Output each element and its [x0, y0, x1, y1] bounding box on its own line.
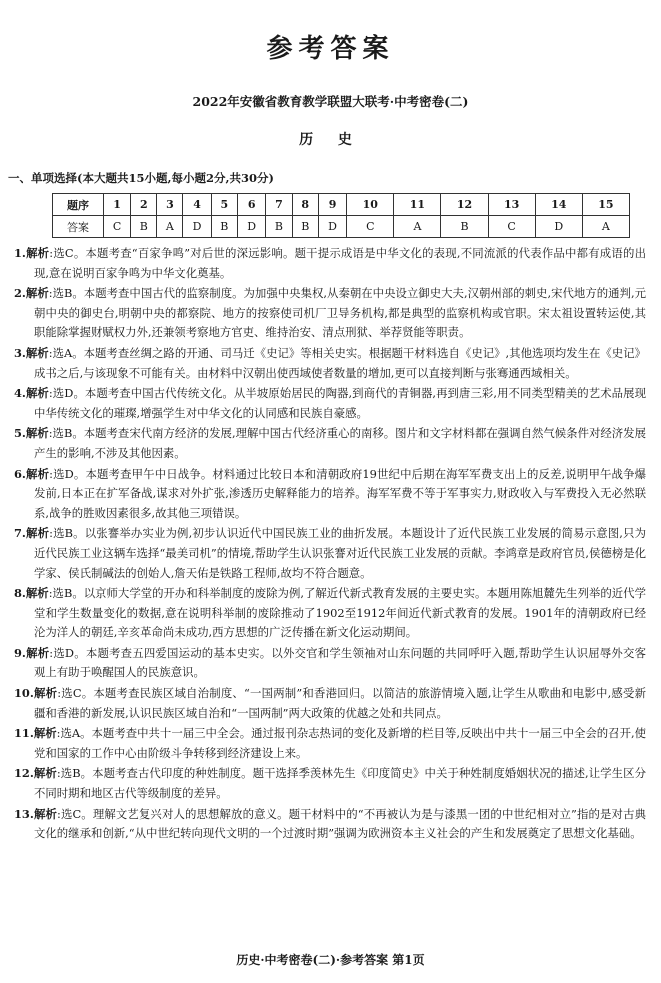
- question-number-cell: 4: [183, 194, 211, 216]
- question-number-cell: 5: [211, 194, 237, 216]
- explanation-item: [14, 644, 646, 683]
- answer-cell: B: [441, 216, 488, 238]
- section-heading: 一、单项选择(本大题共15小题,每小题2分,共30分): [8, 171, 274, 185]
- question-number-cell: 12: [441, 194, 488, 216]
- answer-table: [52, 193, 630, 238]
- explanation-item: [14, 684, 646, 723]
- item-number: 9.解析: [14, 645, 50, 660]
- question-number-cell: 6: [237, 194, 265, 216]
- answer-cell: D: [535, 216, 582, 238]
- answer-cell: C: [347, 216, 394, 238]
- item-text: :选B。以张謇举办实业为例,初步认识近代中国民族工业的曲折发展。本题设计了近代民族工业发展的简易示意图,只为近代民族工业这辆车选择“最美司机”的情境,帮助学生认识张謇对近代民族工业发展的贡献。李鸿章是政府官员,侯德榜是化学家、侯氏制碱法的创始人,詹天佑是铁路工程师,故均不符合题意。: [34, 526, 646, 580]
- question-number-cell: 1: [104, 194, 131, 216]
- explanation-item: [14, 244, 646, 283]
- question-number-cell: 11: [394, 194, 441, 216]
- explanation-list: [14, 244, 646, 845]
- question-number-cell: 7: [266, 194, 292, 216]
- item-text: :选D。本题考查甲午中日战争。材料通过比较日本和清朝政府19世纪中后期在海军军费支出上的反差,说明甲午战争爆发前,日本正在扩军备战,谋求对外扩张,渗透历史解释能力的培养。海军军费不等于军事实力,财政收入与军费投入无必然联系,战争的胜败因素很多,故其他三项错误。: [34, 466, 646, 520]
- answer-cell: B: [292, 216, 318, 238]
- explanation-item: [14, 384, 646, 423]
- row-header-number: 题序: [53, 194, 104, 216]
- explanation-item: [14, 524, 646, 583]
- item-text: :选A。本题考查中共十一届三中全会。通过报刊杂志热词的变化及新增的栏目等,反映出中共十一届三中全会的召开,使党和国家的工作中心由阶级斗争转移到经济建设上来。: [34, 726, 646, 760]
- page-title: 参考答案: [266, 34, 395, 64]
- item-text: :选B。以京师大学堂的开办和科举制度的废除为例,了解近代新式教育发展的主要史实。本题用陈旭麓先生列举的近代学堂和学生数量变化的数据,意在说明科举制的废除推动了1902至1912年间近代新式教育的发展。1901年的清朝政府已经沦为洋人的朝廷,辛亥革命尚未成功,西方思想的广泛传播在新文化运动期间。: [34, 586, 646, 640]
- item-text: :选D。本题考查五四爱国运动的基本史实。以外交官和学生领袖对山东问题的共同呼吁入题,帮助学生认识屈辱外交客观上有助于唤醒国人的民族意识。: [34, 645, 646, 680]
- item-number: 11.解析: [14, 726, 57, 741]
- explanation-item: [14, 344, 646, 383]
- explanation-item: [14, 424, 646, 463]
- answer-cell: B: [211, 216, 237, 238]
- item-number: 1.解析: [14, 246, 50, 260]
- explanation-item: [14, 764, 646, 803]
- question-number-cell: 8: [292, 194, 318, 216]
- question-number-cell: 13: [488, 194, 535, 216]
- item-number: 12.解析: [14, 766, 57, 781]
- item-number: 7.解析: [14, 526, 50, 541]
- item-text: :选B。本题考查宋代南方经济的发展,理解中国古代经济重心的南移。图片和文字材料都在强调自然气候条件对经济发展产生的影响,不涉及其他因素。: [34, 426, 646, 460]
- question-number-cell: 2: [131, 194, 157, 216]
- item-text: :选D。本题考查中国古代传统文化。从半坡原始居民的陶器,到商代的青铜器,再到唐三彩,用不同类型精美的艺术品展现中华传统文化的璀璨,增强学生对中华文化的认同感和民族自豪感。: [34, 386, 646, 420]
- answer-row: [53, 216, 630, 238]
- subject-title: 历 史: [299, 132, 362, 148]
- answer-cell: A: [157, 216, 183, 238]
- explanation-item: [14, 465, 646, 524]
- question-number-cell: 9: [318, 194, 346, 216]
- answer-cell: B: [131, 216, 157, 238]
- item-text: :选C。本题考查民族区域自治制度、“一国两制”和香港回归。以简洁的旅游情境入题,让学生从歌曲和电影中,感受新疆和香港的新发展,认识民族区域自治和“一国两制”两大政策的优越之处和共同点。: [34, 686, 646, 720]
- item-number: 3.解析: [14, 345, 49, 360]
- item-text: :选B。本题考查古代印度的种姓制度。题干选择季羡林先生《印度简史》中关于种姓制度婚姻状况的描述,让学生区分不同时期和地区古代等级制度的差异。: [34, 766, 646, 801]
- answer-cell: C: [488, 216, 535, 238]
- answer-cell: B: [266, 216, 292, 238]
- question-number-cell: 10: [347, 194, 394, 216]
- number-row: [53, 194, 630, 216]
- explanation-item: [14, 724, 646, 763]
- question-number-cell: 3: [157, 194, 183, 216]
- explanation-item: [14, 584, 646, 643]
- item-number: 6.解析: [14, 466, 50, 481]
- answer-cell: A: [582, 216, 629, 238]
- question-number-cell: 15: [582, 194, 629, 216]
- explanation-item: [14, 284, 646, 343]
- item-number: 4.解析: [14, 386, 49, 401]
- exam-title: 2022年安徽省教育教学联盟大联考·中考密卷(二): [192, 94, 469, 109]
- item-text: :选C。理解文艺复兴对人的思想解放的意义。题干材料中的“不再被认为是与漆黑一团的中世纪相对立”指的是对古典文化的继承和创新,“从中世纪转向现代文明的一个过渡时期”强调为欧洲资本主义社会的产生和发展奠定了思想文化基础。: [34, 806, 646, 841]
- answer-cell: A: [394, 216, 441, 238]
- item-text: :选C。本题考查“百家争鸣”对后世的深远影响。题干提示成语是中华文化的表现,不同流派的代表作品中都有成语的出现,意在说明百家争鸣为中华文化奠基。: [34, 246, 646, 280]
- question-number-cell: 14: [535, 194, 582, 216]
- item-number: 13.解析: [14, 806, 57, 821]
- item-text: :选B。本题考查中国古代的监察制度。为加强中央集权,从秦朝在中央设立御史大夫,汉朝州部的刺史,宋代地方的通判,元朝中央的御史台,明朝中央的都察院、地方的按察使司机厂卫导务机构,都是典型的监察机构或官职。宋太祖设置转运使,其职能除掌握财赋权力外,还兼领考察地方官吏、维持治安、清点刑狱、举荐贤能等职责。: [34, 286, 646, 340]
- explanation-item: [14, 805, 646, 844]
- page-footer: 历史·中考密卷(二)·参考答案 第1页: [236, 953, 425, 967]
- item-number: 10.解析: [14, 686, 58, 701]
- answer-cell: D: [318, 216, 346, 238]
- answer-cell: C: [104, 216, 131, 238]
- item-number: 2.解析: [14, 286, 49, 301]
- item-text: :选A。本题考查丝绸之路的开通、司马迁《史记》等相关史实。根据题干材料选自《史记》,其他选项均发生在《史记》成书之后,与该现象不可能有关。由材料中汉朝出使西域使者数量的增加,更可以直接判断与张骞通西域相关。: [34, 345, 646, 380]
- answer-cell: D: [237, 216, 265, 238]
- item-number: 8.解析: [14, 586, 49, 601]
- answer-cell: D: [183, 216, 211, 238]
- row-header-answer: 答案: [53, 216, 104, 238]
- item-number: 5.解析: [14, 426, 49, 441]
